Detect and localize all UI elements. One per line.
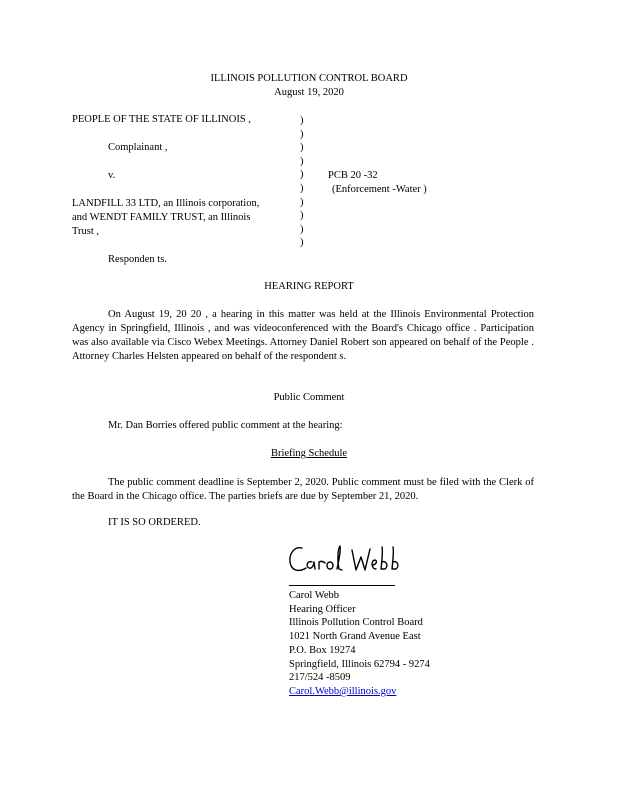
paren: ) (300, 169, 304, 181)
public-comment-text: Mr. Dan Borries offered public comment at the hearing: (108, 420, 343, 431)
case-number: PCB 20 -32 (328, 170, 378, 181)
signature-block (289, 589, 430, 699)
report-title: HEARING REPORT (264, 281, 354, 292)
paren: ) (300, 237, 304, 249)
paren: ) (300, 210, 304, 222)
respondent-line-1: LANDFILL 33 LTD, an Illinois corporation, (72, 198, 260, 209)
case-type: (Enforcement -Water ) (332, 184, 427, 195)
signer-street: 1021 North Grand Avenue East (289, 631, 421, 643)
signer-organization: Illinois Pollution Control Board (289, 617, 423, 629)
hearing-paragraph (72, 308, 534, 364)
briefing-heading: Briefing Schedule (270, 448, 348, 459)
caption-parentheses (300, 114, 310, 250)
handwritten-signature (286, 540, 416, 582)
signer-phone: 217/524 -8509 (289, 672, 351, 684)
signer-city: Springfield, Illinois 62794 - 9274 (289, 658, 430, 670)
respondent-line-2: and WENDT FAMILY TRUST, an Illinois (72, 212, 251, 223)
briefing-paragraph (72, 476, 534, 504)
agency-name: ILLINOIS POLLUTION CONTROL BOARD (210, 73, 408, 84)
briefing-paragraph-text: The public comment deadline is September 2, 2020. Public comment must be filed with the Clerk of the Board in the Chicago office. The parties briefs are due by September 21, 2020. (72, 477, 534, 502)
respondent-line-3: Trust , (72, 226, 100, 237)
signer-title: Hearing Officer (289, 603, 356, 615)
signer-name: Carol Webb (289, 590, 339, 601)
paren: ) (300, 142, 304, 154)
paren: ) (300, 115, 304, 126)
signer-email-link[interactable]: Carol.Webb@illinois.gov (289, 685, 397, 697)
complainant-party: PEOPLE OF THE STATE OF ILLINOIS , (72, 114, 251, 125)
paren: ) (300, 196, 304, 208)
signature-line (289, 585, 395, 586)
signer-po-box: P.O. Box 19274 (289, 644, 356, 656)
hearing-paragraph-text: On August 19, 20 20 , a hearing in this matter was held at the Illinois Environmental Protection Agency in Springfield, Illinois , and was videoconferenced with the Board's Chicago office . Participation was also available via Cisco Webex Meetings. Attorney Daniel Robert son appeared on behalf of the People . Attorney Charles Helsten appeared on behalf of the respondent s. (72, 309, 534, 362)
order-statement: IT IS SO ORDERED. (108, 517, 201, 528)
paren: ) (300, 128, 304, 140)
paren: ) (300, 182, 304, 194)
briefing-heading-wrap (0, 448, 618, 459)
public-comment-heading: Public Comment (273, 392, 345, 403)
paren: ) (300, 155, 304, 167)
paren: ) (300, 223, 304, 235)
document-date: August 19, 2020 (274, 87, 344, 98)
respondent-role: Responden ts. (108, 254, 167, 265)
complainant-role: Complainant , (108, 142, 168, 153)
versus-label: v. (108, 170, 116, 181)
